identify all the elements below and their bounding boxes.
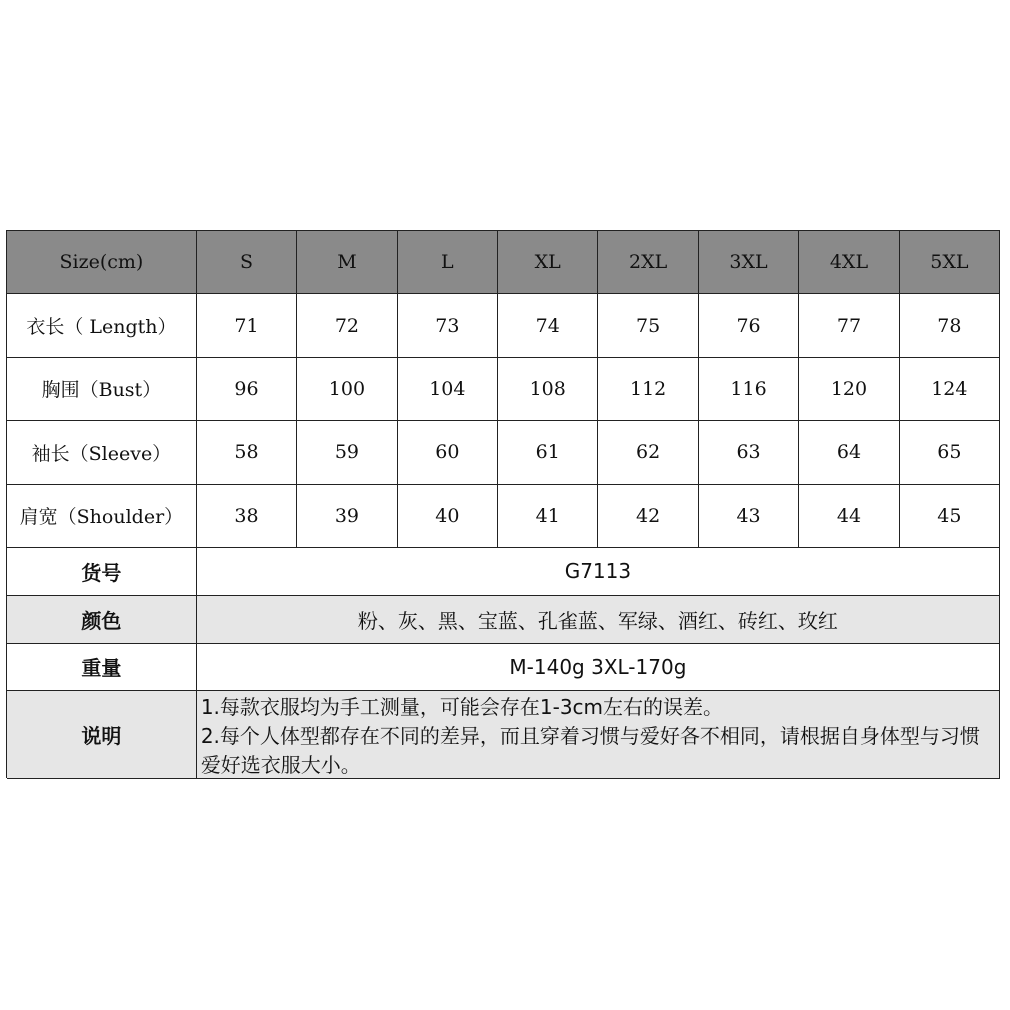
table-cell: 42 — [598, 485, 698, 548]
row-label: 胸围（Bust） — [7, 358, 197, 421]
color-value: 粉、灰、黑、宝蓝、孔雀蓝、军绿、酒红、砖红、玫红 — [197, 596, 1000, 644]
table-cell: 104 — [398, 358, 498, 421]
table-cell: 74 — [498, 294, 598, 357]
table-cell: 76 — [699, 294, 799, 357]
size-header: XL — [498, 231, 598, 294]
table-cell: 78 — [900, 294, 1000, 357]
table-cell: 64 — [799, 421, 899, 484]
table-cell: 71 — [197, 294, 297, 357]
row-label: 袖长（Sleeve） — [7, 421, 197, 484]
size-header: S — [197, 231, 297, 294]
row-label: 衣长（ Length） — [7, 294, 197, 357]
table-cell: 60 — [398, 421, 498, 484]
size-header: L — [398, 231, 498, 294]
table-cell: 72 — [297, 294, 397, 357]
table-row-shoulder — [7, 485, 1000, 548]
item-number-value: G7113 — [197, 548, 1000, 596]
header-row — [7, 231, 1000, 294]
size-header: 2XL — [598, 231, 698, 294]
table-cell: 75 — [598, 294, 698, 357]
table-cell: 116 — [699, 358, 799, 421]
weight-label: 重量 — [7, 644, 197, 691]
table-cell: 120 — [799, 358, 899, 421]
table-cell: 58 — [197, 421, 297, 484]
size-header: 3XL — [699, 231, 799, 294]
table-cell: 59 — [297, 421, 397, 484]
size-header: 5XL — [900, 231, 1000, 294]
color-label: 颜色 — [7, 596, 197, 644]
size-header: M — [297, 231, 397, 294]
table-cell: 61 — [498, 421, 598, 484]
table-cell: 63 — [699, 421, 799, 484]
size-chart-table — [6, 230, 1000, 778]
table-cell: 112 — [598, 358, 698, 421]
size-header: 4XL — [799, 231, 899, 294]
row-label: 肩宽（Shoulder） — [7, 485, 197, 548]
note-line: 2.每个人体型都存在不同的差异，而且穿着习惯与爱好各不相同，请根据自身体型与习惯爱好选衣服大小。 — [200, 723, 980, 777]
table-cell: 96 — [197, 358, 297, 421]
table-cell: 62 — [598, 421, 698, 484]
table-cell: 65 — [900, 421, 1000, 484]
item-number-row — [7, 548, 1000, 596]
table-cell: 39 — [297, 485, 397, 548]
table-cell: 45 — [900, 485, 1000, 548]
color-row — [7, 596, 1000, 644]
table-cell: 77 — [799, 294, 899, 357]
table-cell: 44 — [799, 485, 899, 548]
notes-row — [7, 691, 1000, 779]
table-cell: 124 — [900, 358, 1000, 421]
table-cell: 38 — [197, 485, 297, 548]
item-number-label: 货号 — [7, 548, 197, 596]
notes-label: 说明 — [7, 691, 197, 779]
table-cell: 40 — [398, 485, 498, 548]
table-cell: 108 — [498, 358, 598, 421]
table-cell: 100 — [297, 358, 397, 421]
table-cell: 73 — [398, 294, 498, 357]
weight-row — [7, 644, 1000, 691]
table-row-bust — [7, 358, 1000, 421]
weight-value: M-140g 3XL-170g — [197, 644, 1000, 691]
table-row-sleeve — [7, 421, 1000, 484]
table-row-length — [7, 294, 1000, 357]
table-cell: 43 — [699, 485, 799, 548]
header-label: Size(cm) — [7, 231, 197, 294]
table-cell: 41 — [498, 485, 598, 548]
note-line: 1.每款衣服均为手工测量，可能会存在1-3cm左右的误差。 — [200, 694, 724, 719]
notes-value — [197, 691, 1000, 779]
